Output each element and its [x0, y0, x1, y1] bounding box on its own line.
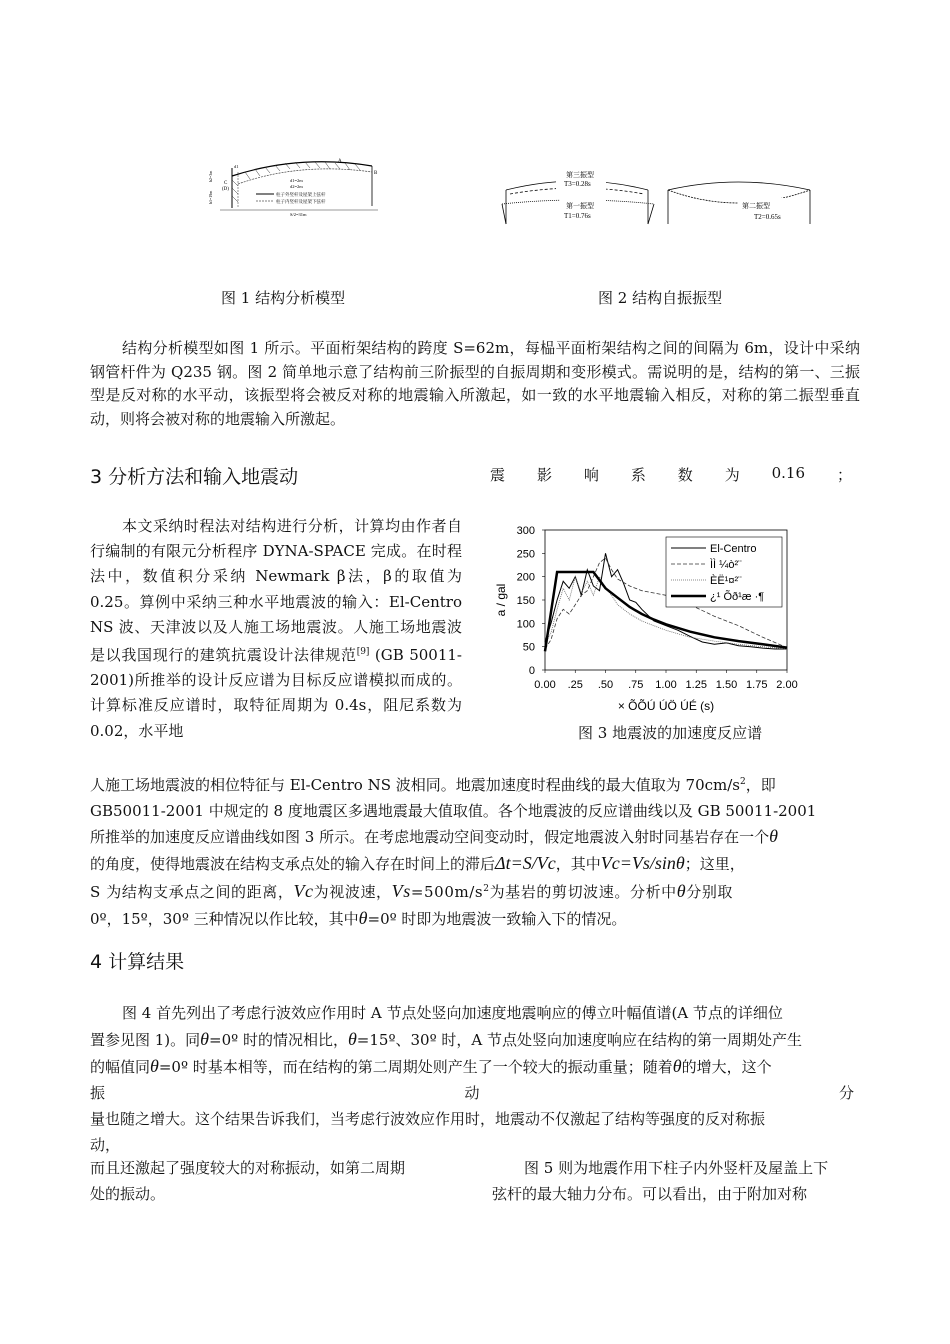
spread-char: 为 [724, 466, 740, 484]
p2-l4c: ；这里， [684, 854, 745, 873]
section-3-right-spread [490, 464, 852, 485]
s4-line-4-spread [90, 1080, 860, 1106]
fig2-mode3-label: 第三振型 [566, 171, 594, 179]
section-3-text-b: (GB 50011-2001)所推举的设计反应谱为目标反应谱模拟而成的。计算标准反应谱时，取特征周期为 0.4s，阻尼系数为 0.02，水平地 [90, 646, 462, 740]
p2-l5a: S 为结构支承点之间的距离， [90, 883, 294, 901]
section-4-right-column [492, 1155, 862, 1207]
s4-left-line-2: 处的振动。 [90, 1185, 166, 1203]
spread-char: 震 [490, 466, 506, 484]
x-tick-label: 1.50 [715, 679, 738, 691]
p2-l3: 所推举的加速度反应谱曲线如图 3 所示。在考虑地震动空间变动时，假定地震波入射时同基岩存在一个 [90, 828, 770, 846]
p2-l1: 人施工场地震波的相位特征与 El-Centro NS 波相同。地震加速度时程曲线的最大值取为 70cm/s [90, 776, 740, 794]
spread-char: 数 [677, 466, 693, 484]
fig1-legend-solid: 柱子外竖杆及屋架上弦杆 [276, 192, 326, 197]
spread-char: 振 [90, 1084, 106, 1102]
section-4-left-column [90, 1155, 465, 1207]
legend-label-el-centro: El-Centro [710, 543, 757, 555]
x-tick-label: 1.00 [655, 679, 677, 691]
fig1-label-c: C [224, 181, 228, 186]
s4-line-2 [90, 1026, 860, 1053]
s4-line-6: 动， [90, 1136, 121, 1154]
p2-line-1 [90, 770, 865, 799]
s4-line-1: 图 4 首先列出了考虑行波效应作用时 A 节点处竖向加速度地震响应的傅立叶幅值谱(A 节点的详细位 [122, 1004, 783, 1022]
equation-vc: Vc=Vs/sinθ [600, 852, 685, 873]
spread-char: 系 [630, 466, 646, 484]
x-tick-label: .25 [567, 679, 583, 691]
p2-line-5 [90, 877, 865, 906]
fig1-structure-model [200, 158, 380, 218]
s4-right-line-1: 图 5 则为地震作用下柱子内外竖杆及屋盖上下 [524, 1159, 829, 1177]
y-tick-label: 0 [528, 665, 535, 677]
fig1-label-span: S/2=31m [290, 212, 307, 217]
paragraph-structure: 结构分析模型如图 1 所示。平面桁架结构的跨度 S=62m，每榀平面桁架结构之间的间隔为 6m，设计中采纳钢管杆件为 Q235 钢。图 2 简单地示意了结构前三阶振型的自振周期和变形模式。需说明的是，结构的第一、三振型是反对称的水平动，该振型将会被反对称的地震输入所激起，如一致的水平地震输入相反，对称的第二振型垂直动，则将会被对称的地震输入所激起。 [90, 339, 860, 428]
s4-l3c: 的增大，这个 [681, 1058, 772, 1076]
theta-symbol: θ [676, 881, 687, 901]
fig2-mode2-label: 第二振型 [742, 202, 770, 210]
fig1-label-a: A [338, 159, 342, 164]
y-tick-label: 300 [516, 525, 535, 537]
fig1-label-b: B [374, 171, 378, 176]
p2-l5b: 为视波速， [313, 883, 392, 901]
fig2-t3-label: T3=0.28s [564, 180, 591, 188]
p2-l1-sup: 2 [740, 777, 746, 787]
fig2-t2-label: T2=0.65s [754, 213, 781, 221]
fig2-t1-label: T1=0.76s [564, 212, 591, 220]
fig1-label-h1: h1=19m [208, 190, 213, 204]
theta-symbol: θ [358, 907, 368, 928]
y-tick-label: 150 [516, 595, 535, 607]
s4-line-5: 量也随之增大。这个结果告诉我们，当考虑行波效应作用时，地震动不仅激起了结构等强度的反对称振 [90, 1110, 766, 1128]
section-3-left-text [90, 514, 462, 744]
fig1-label-d1-eq: d1=2m [290, 178, 303, 183]
s4-l3a: 的幅值同 [90, 1058, 151, 1076]
theta-symbol: θ [769, 826, 778, 846]
fig2-caption: 图 2 结构自振振型 [598, 289, 723, 307]
fig2-mode1-label: 第一振型 [566, 202, 594, 210]
spread-char: 影 [536, 466, 552, 484]
p2-l1b: ，即 [745, 776, 776, 794]
x-tick-label: 2.00 [776, 679, 798, 691]
y-tick-label: 200 [516, 571, 535, 584]
p2-line-4 [90, 851, 865, 878]
spread-char: 响 [583, 466, 599, 484]
p2-l5e: 分别取 [686, 883, 734, 901]
s4-left-line-1: 而且还激起了强度较大的对称振动，如第二周期 [90, 1159, 406, 1177]
reference-mark: [9] [356, 647, 370, 658]
x-tick-label: 1.25 [685, 679, 707, 691]
p2-l6b: =0º 时即为地震波一致输入下的情况。 [367, 909, 627, 928]
theta-symbol: θ [347, 1029, 357, 1049]
chart-y-label: a / gal [494, 583, 508, 617]
fig1-label-d: (D) [222, 187, 229, 192]
p2-l4: 的角度，使得地震波在结构支承点处的输入存在时间上的滞后 [90, 854, 496, 873]
spread-char: 动 [464, 1084, 480, 1102]
section-4-paragraph [90, 1000, 860, 1158]
x-tick-label: 1.75 [746, 679, 768, 691]
theta-symbol: θ [200, 1029, 210, 1049]
p2-l4b: ，其中 [555, 854, 601, 873]
p2-line-3 [90, 824, 865, 851]
p2-line-2: GB50011-2001 中规定的 8 度地震区多遇地震最大值取值。各个地震波的反应谱曲线以及 GB 50011-2001 [90, 801, 817, 820]
y-tick-label: 250 [516, 548, 535, 561]
fig1-caption: 图 1 结构分析模型 [221, 289, 346, 307]
legend-label-artificial: ÈË¹¤²¨ [710, 575, 742, 587]
section-4-title: 4 计算结果 [90, 951, 185, 973]
p2-line-6 [90, 906, 865, 933]
chart-x-label: × ÕÕÚ ÚÖ ÚÉ (s) [617, 699, 715, 713]
y-tick-label: 50 [522, 641, 535, 654]
p2-l5d: 为基岩的剪切波速。分析中 [489, 883, 677, 901]
x-tick-label: .75 [628, 679, 644, 691]
p2-l6: 0º，15º，30º 三种情况以作比较，其中 [90, 909, 359, 928]
fig2-mode-shapes [498, 164, 818, 230]
s4-right-line-2: 弦杆的最大轴力分布。可以看出，由于附加对称 [492, 1185, 808, 1203]
legend-label-code: ¿¹ Õð¹æ ·¶ [710, 591, 765, 603]
spread-char: ； [836, 466, 852, 484]
s4-l3b: =0º 时基本相等，而在结构的第二周期处则产生了一个较大的振动重量；随着 [158, 1058, 673, 1076]
theta-symbol: θ [672, 1056, 682, 1076]
spread-char: 0.16 [771, 464, 806, 482]
section-3-title: 3 分析方法和输入地震动 [90, 466, 299, 488]
s4-l2b: =0º 时的情况相比， [209, 1031, 348, 1049]
fig3-response-spectrum-chart [488, 518, 808, 716]
p2-l5-sup: 2 [483, 884, 490, 894]
fig1-label-d1: d1 [234, 164, 239, 169]
fig3-caption: 图 3 地震波的加速度反应谱 [578, 724, 763, 742]
equation-delta-t: Δt=S/Vc [495, 852, 556, 873]
s4-l2a: 置参见图 1)。同 [90, 1031, 201, 1049]
p2-l5c: =500m/s [410, 883, 484, 901]
s4-line-3 [90, 1053, 860, 1080]
paragraph-2 [90, 770, 865, 932]
theta-symbol: θ [150, 1056, 159, 1076]
fig1-label-d2-eq: d2=2m [290, 184, 303, 189]
spread-char: 分 [838, 1084, 854, 1102]
y-tick-label: 100 [516, 618, 535, 631]
section-3-text-a: 本文采纳时程法对结构进行分析，计算均由作者自行编制的有限元分析程序 DYNA-SPACE 完成。在时程法中，数值积分采纳 Newmark β法，β的取值为 0.25。算例中采纳三种水平地震波的输入：El-Centro NS 波、天津波以及人施工场地震波。人施工场地震波是以我国现行的建筑抗震设计法律规范 [90, 517, 462, 665]
vc-symbol: Vc [293, 881, 314, 901]
x-tick-label: .50 [597, 679, 614, 691]
legend-label-tianjin: ÌÌ ¼ò²¨ [710, 559, 742, 571]
fig1-legend-dashed: 柱子内竖杆及屋架下弦杆 [276, 199, 326, 204]
x-tick-label: 0.00 [534, 679, 556, 691]
vs-symbol: Vs [391, 881, 411, 901]
fig1-label-h2: h2=3m [208, 170, 213, 182]
s4-l2c: =15º、30º 时，A 节点处竖向加速度响应在结构的第一周期处产生 [356, 1031, 803, 1049]
